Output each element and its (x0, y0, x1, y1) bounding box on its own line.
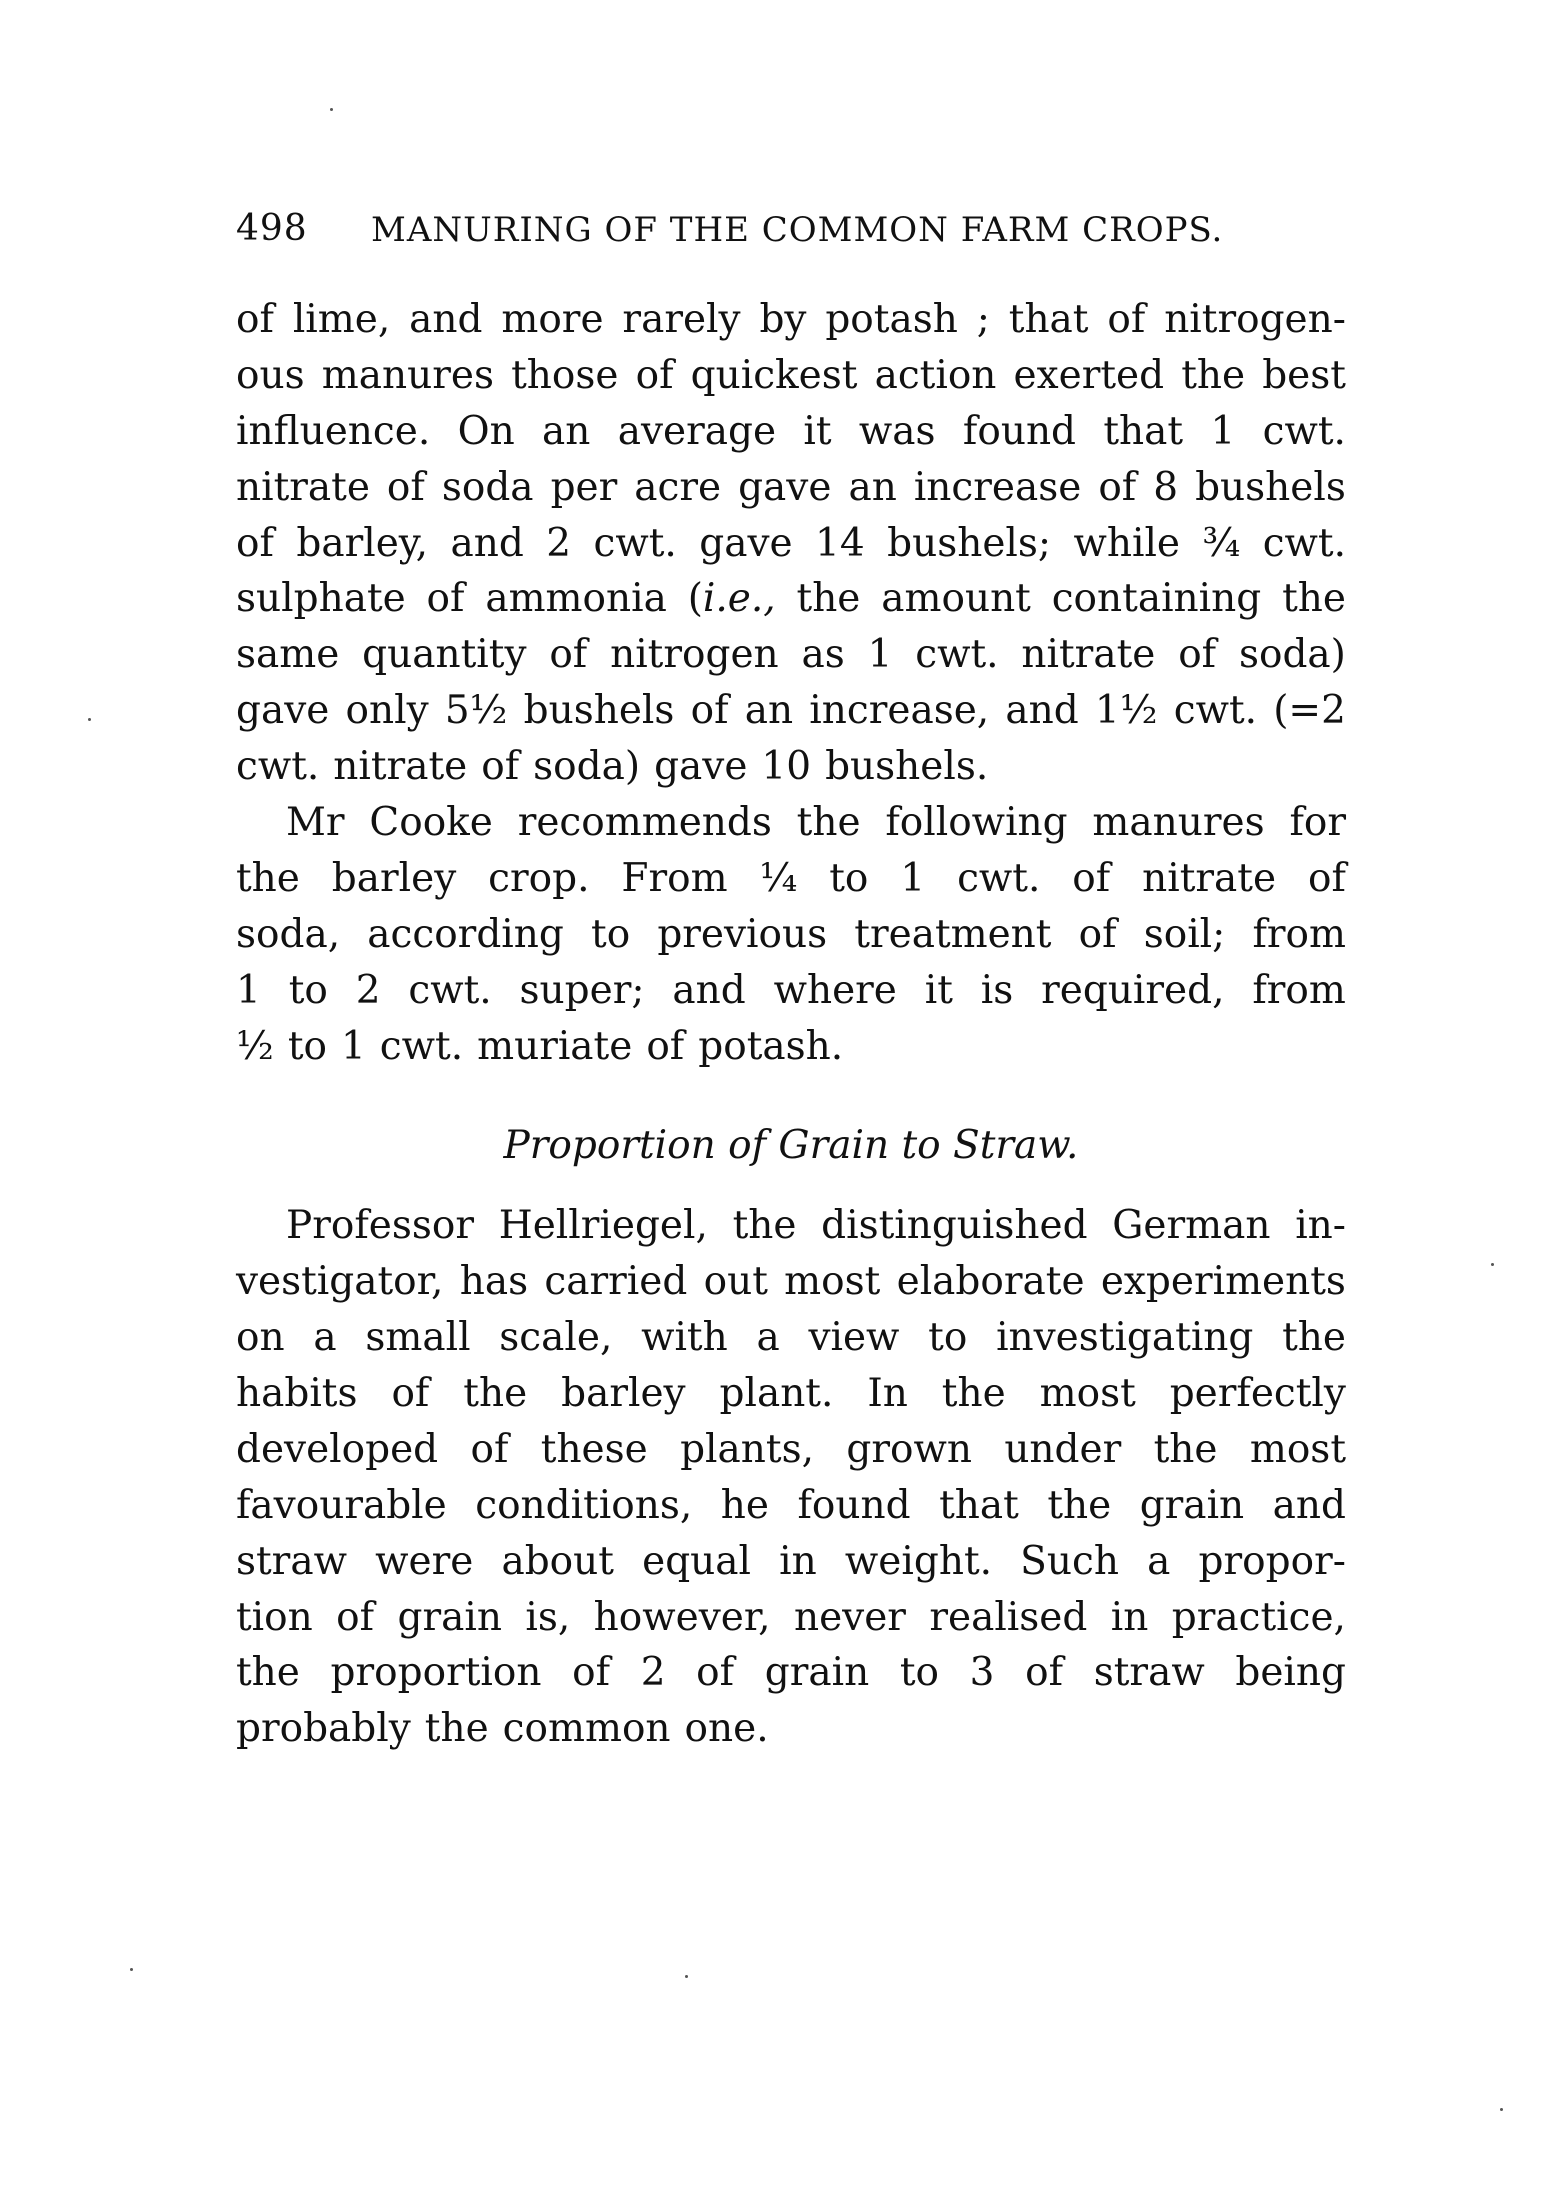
text-line: nitrate of soda per acre gave an increase of 8 bushels (236, 464, 1346, 510)
text-line: influence. On an average it was found that 1 cwt. (236, 408, 1346, 454)
scan-speck (130, 1968, 133, 1971)
text-line: the barley crop. From ¼ to 1 cwt. of nitrate of (236, 855, 1346, 901)
text-line: sulphate of ammonia (i.e., the amount containing the (236, 576, 1346, 622)
text-line: developed of these plants, grown under the most (236, 1426, 1346, 1472)
paragraph-hellriegel (236, 1198, 1346, 1757)
scan-speck (1491, 1263, 1494, 1266)
text-line: probably the common one. (236, 1706, 769, 1752)
scan-speck (330, 108, 333, 111)
text-line: of barley, and 2 cwt. gave 14 bushels; while ¾ cwt. (236, 520, 1346, 566)
text-line: Professor Hellriegel, the distinguished German in- (286, 1203, 1346, 1249)
text-line: same quantity of nitrogen as 1 cwt. nitrate of soda) (236, 632, 1346, 678)
text-line: tion of grain is, however, never realised in practice, (236, 1594, 1346, 1640)
text-line: of lime, and more rarely by potash ; that of nitrogen- (236, 297, 1346, 342)
text-line: 1 to 2 cwt. super; and where it is required, from (236, 967, 1346, 1013)
section-heading: Proportion of Grain to Straw. (503, 1123, 1079, 1169)
scan-speck (685, 1975, 688, 1978)
text-line: ous manures those of quickest action exerted the best (236, 352, 1346, 398)
page-body (236, 292, 1346, 1757)
text-line: Mr Cooke recommends the following manures for (286, 800, 1346, 846)
text-line: soda, according to previous treatment of soil; from (236, 911, 1346, 957)
text-line: ½ to 1 cwt. muriate of potash. (236, 1023, 844, 1069)
paragraph-continuation (236, 292, 1346, 795)
paragraph-cooke-recommendations (236, 795, 1346, 1074)
text-line: habits of the barley plant. In the most perfectly (236, 1371, 1346, 1417)
text-line: favourable conditions, he found that the grain and (236, 1482, 1346, 1528)
text-line: on a small scale, with a view to investigating the (236, 1315, 1346, 1361)
page-number: 498 (236, 208, 308, 249)
running-title: MANURING OF THE COMMON FARM CROPS. (371, 210, 1224, 250)
running-header (236, 208, 1346, 258)
scan-speck (1500, 2108, 1503, 2111)
text-line: straw were about equal in weight. Such a propor- (236, 1538, 1346, 1584)
text-line: the proportion of 2 of grain to 3 of straw being (236, 1650, 1346, 1696)
text-line: cwt. nitrate of soda) gave 10 bushels. (236, 744, 989, 790)
scan-speck (88, 718, 91, 721)
text-line: gave only 5½ bushels of an increase, and 1½ cwt. (=2 (236, 688, 1346, 734)
text-line: vestigator, has carried out most elaborate experiments (236, 1259, 1346, 1305)
